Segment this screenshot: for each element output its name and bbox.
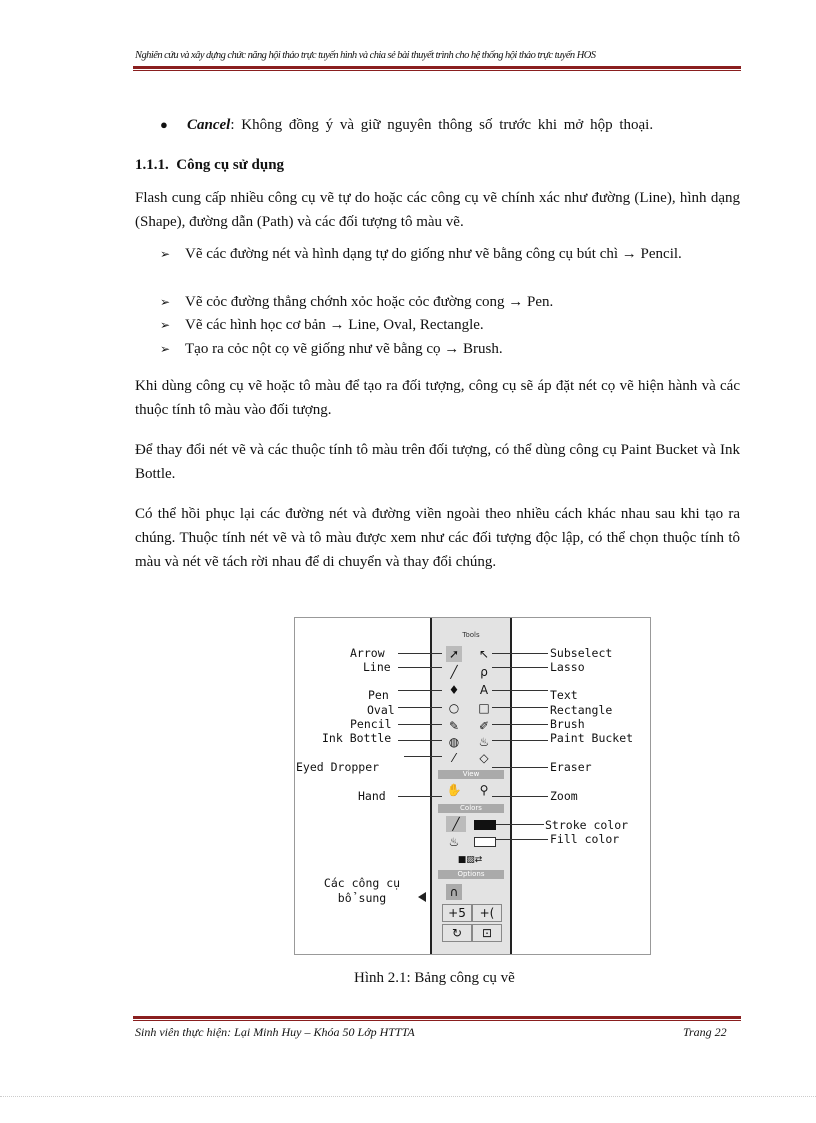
- footer-rule-thick: [133, 1016, 741, 1019]
- label-line: Line: [363, 660, 391, 674]
- colors-band: Colors: [438, 804, 504, 813]
- leader-hand: [398, 796, 442, 797]
- scale-option-icon: ⊡: [472, 924, 502, 942]
- leader-brush: [492, 724, 548, 725]
- leader-zoom: [492, 796, 548, 797]
- oval-tool-icon: ○: [448, 701, 460, 715]
- fill-color-icon: ♨: [448, 835, 460, 849]
- stroke-color-icon: ╱: [446, 816, 466, 832]
- pencil-tool-icon: ✎: [448, 719, 460, 733]
- eyedropper-tool-icon: ⁄: [452, 751, 455, 765]
- label-oval: Oval: [367, 703, 395, 717]
- text-tool-icon: A: [479, 683, 489, 697]
- fill-swatch: [474, 837, 496, 847]
- hand-tool-icon: ✋: [446, 783, 462, 797]
- paragraph-intro: Flash cung cấp nhiều công cụ vẽ tự do hoặc các công cụ vẽ chính xác như đường (Line), hình dạng (Shape), đường dẫn (Path) và các đối tượng tô màu vẽ.: [135, 190, 740, 230]
- label-zoom: Zoom: [550, 789, 578, 803]
- flash-toolbar: [430, 618, 512, 954]
- leader-text: [492, 690, 548, 691]
- label-lasso: Lasso: [550, 660, 585, 674]
- footer-author: Sinh viên thực hiện: Lại Minh Huy – Khóa 50 Lớp HTTTA: [135, 1025, 415, 1039]
- section-title: Công cụ sử dụng: [176, 157, 285, 173]
- rectangle-tool-icon: □: [478, 701, 490, 715]
- leader-line: [398, 667, 442, 668]
- arrow-bullet-icon: ➢: [160, 295, 171, 309]
- cancel-text: : Không đồng ý và giữ nguyên thông số trước khi mở hộp thoại.: [230, 117, 654, 133]
- label-pencil: Pencil: [350, 717, 392, 731]
- header-rule-thick: [133, 66, 741, 69]
- cancel-term: Cancel: [187, 117, 231, 133]
- label-subselect: Subselect: [550, 646, 613, 660]
- leader-paint-bucket: [492, 740, 548, 741]
- leader-lasso: [492, 667, 548, 668]
- stroke-swatch: [474, 820, 496, 830]
- label-eyed-dropper: Eyed Dropper: [296, 760, 380, 774]
- lasso-tool-icon: ρ: [480, 665, 488, 679]
- label-arrow: Arrow: [350, 646, 385, 660]
- label-brush: Brush: [550, 717, 585, 731]
- arrow-item-text: Vẽ các đường nét và hình dạng tự do giống như vẽ bằng công cụ bút chì → Pencil.: [185, 246, 682, 262]
- arrow-bullet-icon: ➢: [160, 318, 171, 332]
- rotate-option-icon: ↻: [442, 924, 472, 942]
- label-eraser: Eraser: [550, 760, 592, 774]
- zoom-tool-icon: ⚲: [479, 783, 489, 797]
- label-pen: Pen: [368, 688, 389, 702]
- paragraph-4: Có thể hồi phục lại các đường nét và đường viền ngoài theo nhiều cách khác nhau sau khi tạo ra chúng. Thuộc tính nét vẽ và tô màu được xem như các đối tượng độc lập, có thể chọn thuộc tính tô màu và nét vẽ tách rời nhau để di chuyển và thay đổi chúng.: [135, 506, 740, 570]
- label-hand: Hand: [358, 789, 386, 803]
- leader-pen: [398, 690, 442, 691]
- label-paint-bucket: Paint Bucket: [550, 731, 634, 745]
- straighten-option-icon: +(: [472, 904, 502, 922]
- options-band: Options: [438, 870, 504, 879]
- leader-rectangle: [492, 707, 548, 708]
- label-ink-bottle: Ink Bottle: [322, 731, 392, 745]
- leader-arrow: [398, 653, 442, 654]
- running-header: Nghiên cứu và xây dựng chức năng hội thảo trực tuyến hình và chia sẻ bài thuyết trình cho hệ thống hội thảo trực tuyến HOS: [135, 50, 596, 61]
- magnet-option-icon: ∩: [446, 884, 462, 900]
- label-text: Text: [550, 688, 578, 702]
- pen-tool-icon: ♦: [448, 683, 460, 697]
- leader-oval: [398, 707, 442, 708]
- label-rectangle: Rectangle: [550, 703, 613, 717]
- leader-fill-color: [496, 839, 548, 840]
- leader-stroke-color: [496, 824, 544, 825]
- bullet-dot-icon: ●: [160, 117, 168, 132]
- arrow-bullet-icon: ➢: [160, 247, 171, 261]
- toolbar-title: Tools: [462, 631, 480, 639]
- leader-pencil: [398, 724, 442, 725]
- arrow-item-text: Vẽ các hình học cơ bản → Line, Oval, Rectangle.: [185, 317, 484, 333]
- arrow-tool-icon: ➚: [446, 646, 462, 662]
- paint-bucket-tool-icon: ♨: [478, 735, 490, 749]
- label-extra-tools: Các công cụ bổ sung: [323, 876, 401, 905]
- arrow-item-text: Tạo ra cỏc nột cọ vẽ giống như vẽ bằng cọ → Brush.: [185, 341, 503, 357]
- leader-eraser: [492, 767, 548, 768]
- smooth-option-icon: +5: [442, 904, 472, 922]
- eraser-tool-icon: ◇: [479, 751, 489, 765]
- leader-subselect: [492, 653, 548, 654]
- page-bottom-dotted-line: [0, 1096, 816, 1097]
- footer-page-number: Trang 22: [683, 1025, 727, 1039]
- extra-tools-pointer-icon: [418, 892, 426, 902]
- footer-rule-thin: [133, 1020, 741, 1021]
- section-heading: [135, 157, 284, 174]
- ink-bottle-tool-icon: ◍: [448, 735, 460, 749]
- line-tool-icon: ╱: [450, 665, 458, 679]
- leader-eyed-dropper: [404, 756, 442, 757]
- label-stroke-color: Stroke color: [545, 818, 629, 832]
- brush-tool-icon: ✐: [478, 719, 490, 733]
- header-rule-thin: [133, 70, 741, 71]
- section-number: 1.1.1.: [135, 157, 169, 173]
- paragraph-2: Khi dùng công cụ vẽ hoặc tô màu để tạo ra đối tượng, công cụ sẽ áp đặt nét cọ vẽ hiện hành và các thuộc tính tô màu vào đối tượng.: [135, 378, 740, 418]
- leader-ink-bottle: [398, 740, 442, 741]
- label-fill-color: Fill color: [550, 832, 620, 846]
- paragraph-3: Để thay đổi nét vẽ và các thuộc tính tô màu trên đối tượng, có thể dùng công cụ Paint Bucket và Ink Bottle.: [135, 442, 740, 482]
- view-band: View: [438, 770, 504, 779]
- subselect-tool-icon: ↖: [478, 647, 490, 661]
- figure-caption: Hình 2.1: Bảng công cụ vẽ: [354, 970, 515, 986]
- color-options-icon: ■▨⇄: [457, 855, 483, 865]
- arrow-bullet-icon: ➢: [160, 342, 171, 356]
- arrow-item-text: Vẽ cỏc đường thẳng chớnh xỏc hoặc cỏc đường cong → Pen.: [185, 294, 554, 310]
- bullet-body: [187, 117, 653, 134]
